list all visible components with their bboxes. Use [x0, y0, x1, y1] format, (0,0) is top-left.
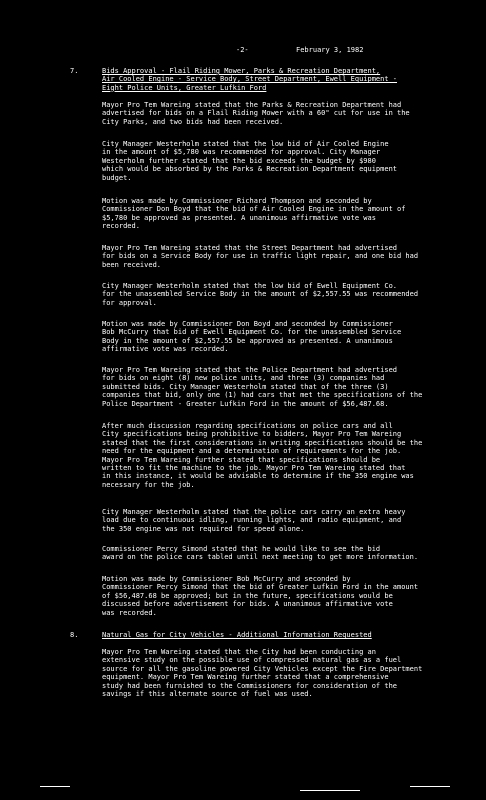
- paragraph: Motion was made by Commissioner Don Boyd and seconded by Commissioner Bob McCurry that bid of Ewell Equipment Co. for the unassembled Service Body in the amount of $2,557.55 be approved as presented. A unanimous affirmative vote was recorded.: [102, 320, 402, 354]
- paragraph: Motion was made by Commissioner Bob McCurry and seconded by Commissioner Percy Simond that the bid of Greater Lufkin Ford in the amount of $56,487.68 be approved; but in the future, specifications would be discussed before advertisement for bids. A unanimous affirmative vote was recorded.: [102, 575, 419, 617]
- item-title: Natural Gas for City Vehicles - Additional Information Requested: [102, 631, 372, 639]
- item-title: Bids Approval - Flail Riding Mower, Parks & Recreation Department, Air Cooled Engine - Service Body, Street Department, Ewell Equipment - Eight Police Units, Greater Lufkin Ford: [102, 67, 398, 92]
- scan-mark: [300, 790, 360, 791]
- meeting-date: February 3, 1982: [296, 46, 364, 54]
- paragraph: Commissioner Percy Simond stated that he would like to see the bid award on the police cars tabled until next meeting to get more information.: [102, 545, 419, 562]
- paragraph: City Manager Westerholm stated that the low bid of Ewell Equipment Co. for the unassembled Service Body in the amount of $2,557.55 was recommended for approval.: [102, 282, 419, 307]
- paragraph: Mayor Pro Tem Wareing stated that the Street Department had advertised for bids on a Service Body for use in traffic light repair, and one bid had been received.: [102, 244, 419, 269]
- paragraph: City Manager Westerholm stated that the police cars carry an extra heavy load due to continuous idling, running lights, and radio equipment, and the 350 engine was not required for speed alone.: [102, 508, 406, 533]
- scan-mark: [410, 786, 450, 787]
- paragraph: After much discussion regarding specifications on police cars and all City specifications being prohibitive to bidders, Mayor Pro Tem Wareing stated that the first considerations in writing specifications should be the need for the equipment and a determination of requirements for the job. Mayor Pro Tem Wareing further stated that specifications should be written to fit the machine to the job. Mayor Pro Tem Wareing stated that in this instance, it would be advisable to determine if the 350 engine was necessary for the job.: [102, 422, 423, 489]
- page-header: [236, 46, 476, 56]
- scan-mark: [40, 786, 70, 787]
- page-number: -2-: [236, 46, 249, 54]
- paragraph: Motion was made by Commissioner Richard Thompson and seconded by Commissioner Don Boyd that the bid of Air Cooled Engine in the amount of $5,780 be approved as presented. A unanimous affirmative vote was recorded.: [102, 197, 406, 231]
- paragraph: Mayor Pro Tem Wareing stated that the Police Department had advertised for bids on eight (8) new police units, and three (3) companies had submitted bids. City Manager Westerholm stated that of the three (3) companies that bid, only one (1) had cars that met the specifications of the Police Department - Greater Lufkin Ford in the amount of $56,487.68.: [102, 366, 423, 408]
- item-number: 7.: [70, 67, 79, 75]
- paragraph: Mayor Pro Tem Wareing stated that the City had been conducting an extensive study on the possible use of compressed natural gas as a fuel source for all the gasoline powered City Vehicles except the Fire Department equipment. Mayor Pro Tem Wareing further stated that a comprehensive study had been furnished to the Commissioners for consideration of the savings if this alternate source of fuel was used.: [102, 648, 423, 699]
- item-number: 8.: [70, 631, 79, 639]
- paragraph: Mayor Pro Tem Wareing stated that the Parks & Recreation Department had advertised for bids on a Flail Riding Mower with a 60" cut for use in the City Parks, and two bids had been received.: [102, 101, 410, 126]
- paragraph: City Manager Westerholm stated that the low bid of Air Cooled Engine in the amount of $5,780 was recommended for approval. City Manager Westerholm further stated that the bid exceeds the budget by $980 which would be absorbed by the Parks & Recreation Department equipment budget.: [102, 140, 398, 182]
